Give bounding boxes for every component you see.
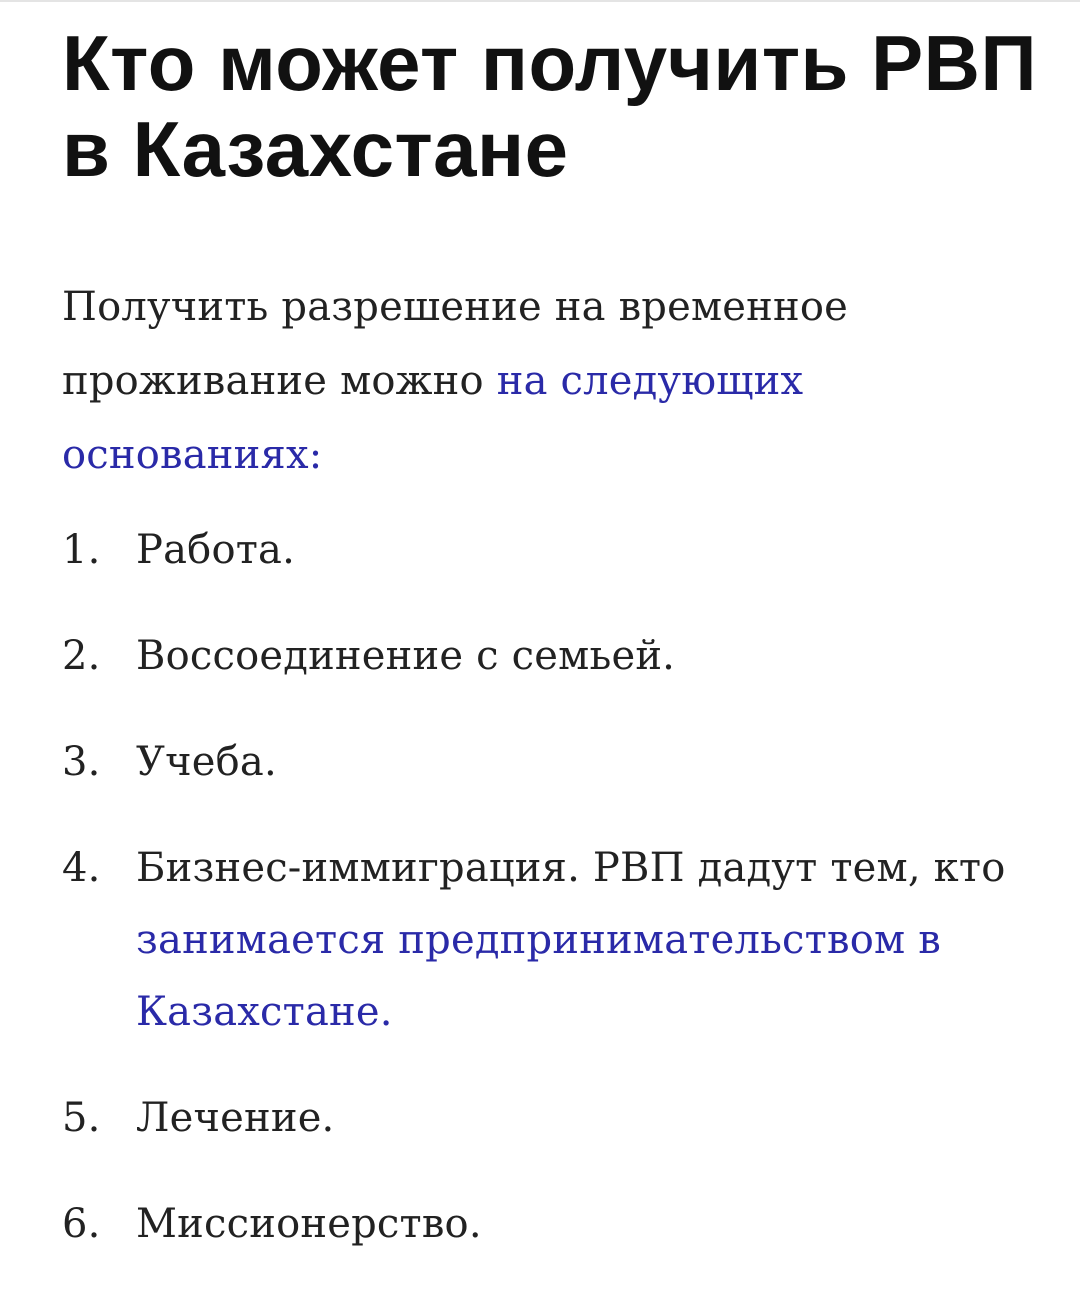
lead-paragraph — [62, 270, 1052, 492]
lead-text: Получить разрешение на временное проживание можно — [62, 284, 849, 404]
list-item-number: 3. — [62, 739, 101, 785]
list-item-text: Лечение. — [136, 1095, 335, 1141]
list-item — [62, 514, 1052, 586]
entrepreneurship-link[interactable]: занимается предпринимательством в Казахстане. — [136, 917, 941, 1035]
list-item-number: 4. — [62, 845, 101, 891]
list-item-number: 5. — [62, 1095, 101, 1141]
list-item-text: Бизнес-иммиграция. РВП дадут тем, кто — [136, 845, 1006, 891]
list-item — [62, 726, 1052, 798]
list-item-text: Работа. — [136, 527, 296, 573]
list-item-number: 1. — [62, 527, 101, 573]
article — [62, 2, 1052, 1294]
list-item — [62, 1188, 1052, 1260]
list-item — [62, 620, 1052, 692]
article-title: Кто может получить РВП в Казахстане — [62, 19, 1038, 193]
list-item-text: Учеба. — [136, 739, 277, 785]
list-item-number: 6. — [62, 1201, 101, 1247]
list-item-text: Миссионерство. — [136, 1201, 482, 1247]
list-item — [62, 1082, 1052, 1154]
list-item — [62, 832, 1052, 1048]
list-item-text-with-link — [136, 832, 1036, 1048]
list-item-text: Воссоединение с семьей. — [136, 633, 676, 679]
grounds-list — [62, 514, 1052, 1260]
list-item-number: 2. — [62, 633, 101, 679]
grounds-link[interactable]: на следующих основаниях: — [62, 358, 804, 478]
